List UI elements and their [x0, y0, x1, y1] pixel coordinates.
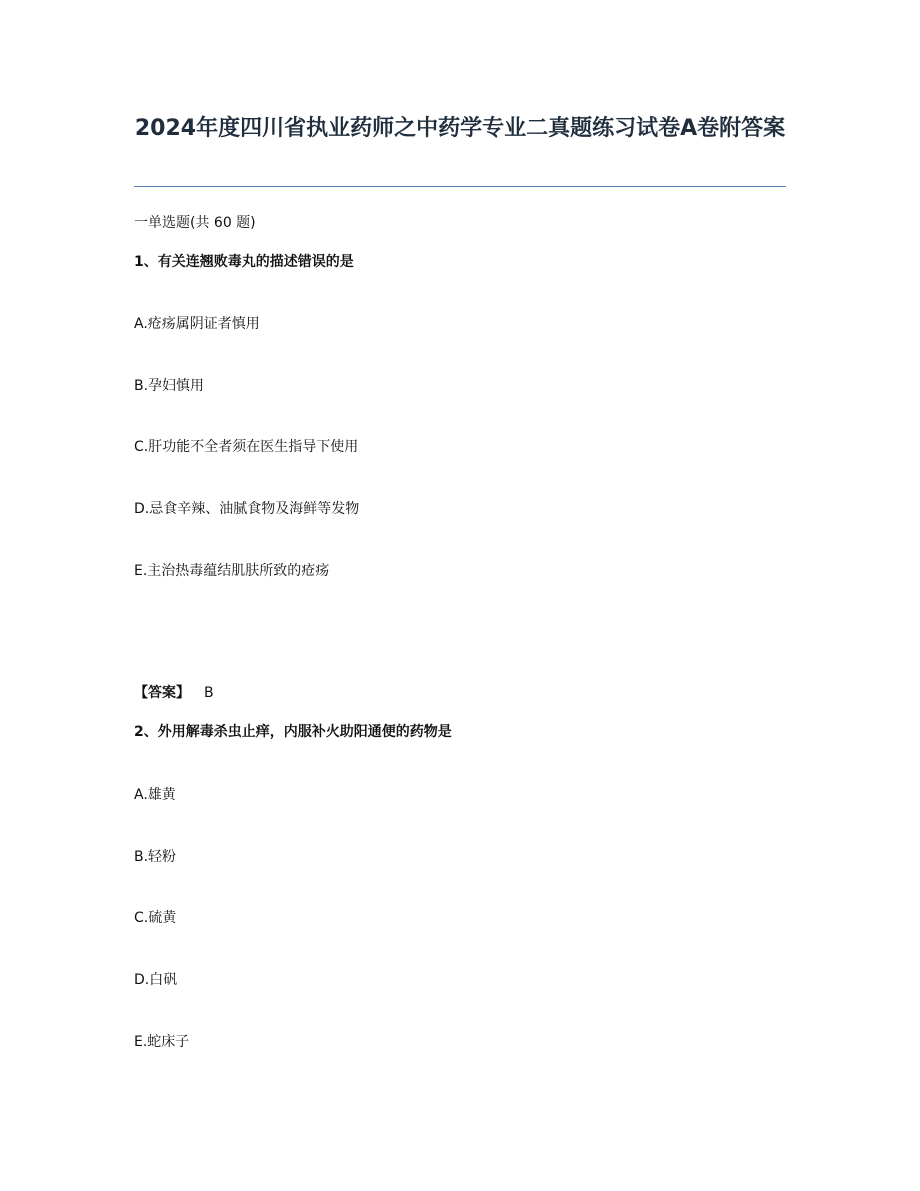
answer-label: 【答案】 — [134, 685, 190, 701]
question-1-option-c: C.肝功能不全者须在医生指导下使用 — [134, 439, 359, 455]
question-2-option-c: C.硫黄 — [134, 910, 177, 926]
question-2-option-a: A.雄黄 — [134, 787, 176, 803]
document-title: 2024年度四川省执业药师之中药学专业二真题练习试卷A卷附答案 — [134, 116, 786, 141]
question-2-option-b: B.轻粉 — [134, 849, 177, 865]
question-1-option-a: A.疮疡属阴证者慎用 — [134, 316, 260, 332]
question-1-option-b: B.孕妇慎用 — [134, 378, 205, 394]
section-heading: 一单选题(共 60 题) — [134, 215, 256, 231]
question-1-option-e: E.主治热毒蕴结肌肤所致的疮疡 — [134, 563, 330, 579]
question-1-stem: 1、有关连翘败毒丸的描述错误的是 — [134, 254, 354, 270]
question-2-stem: 2、外用解毒杀虫止痒，内服补火助阳通便的药物是 — [134, 724, 452, 740]
question-1-answer — [134, 683, 214, 703]
question-2-option-e: E.蛇床子 — [134, 1034, 190, 1050]
question-2-option-d: D.白矾 — [134, 972, 178, 988]
title-divider — [134, 186, 786, 187]
answer-value: B — [204, 685, 214, 701]
question-1-option-d: D.忌食辛辣、油腻食物及海鲜等发物 — [134, 501, 360, 517]
